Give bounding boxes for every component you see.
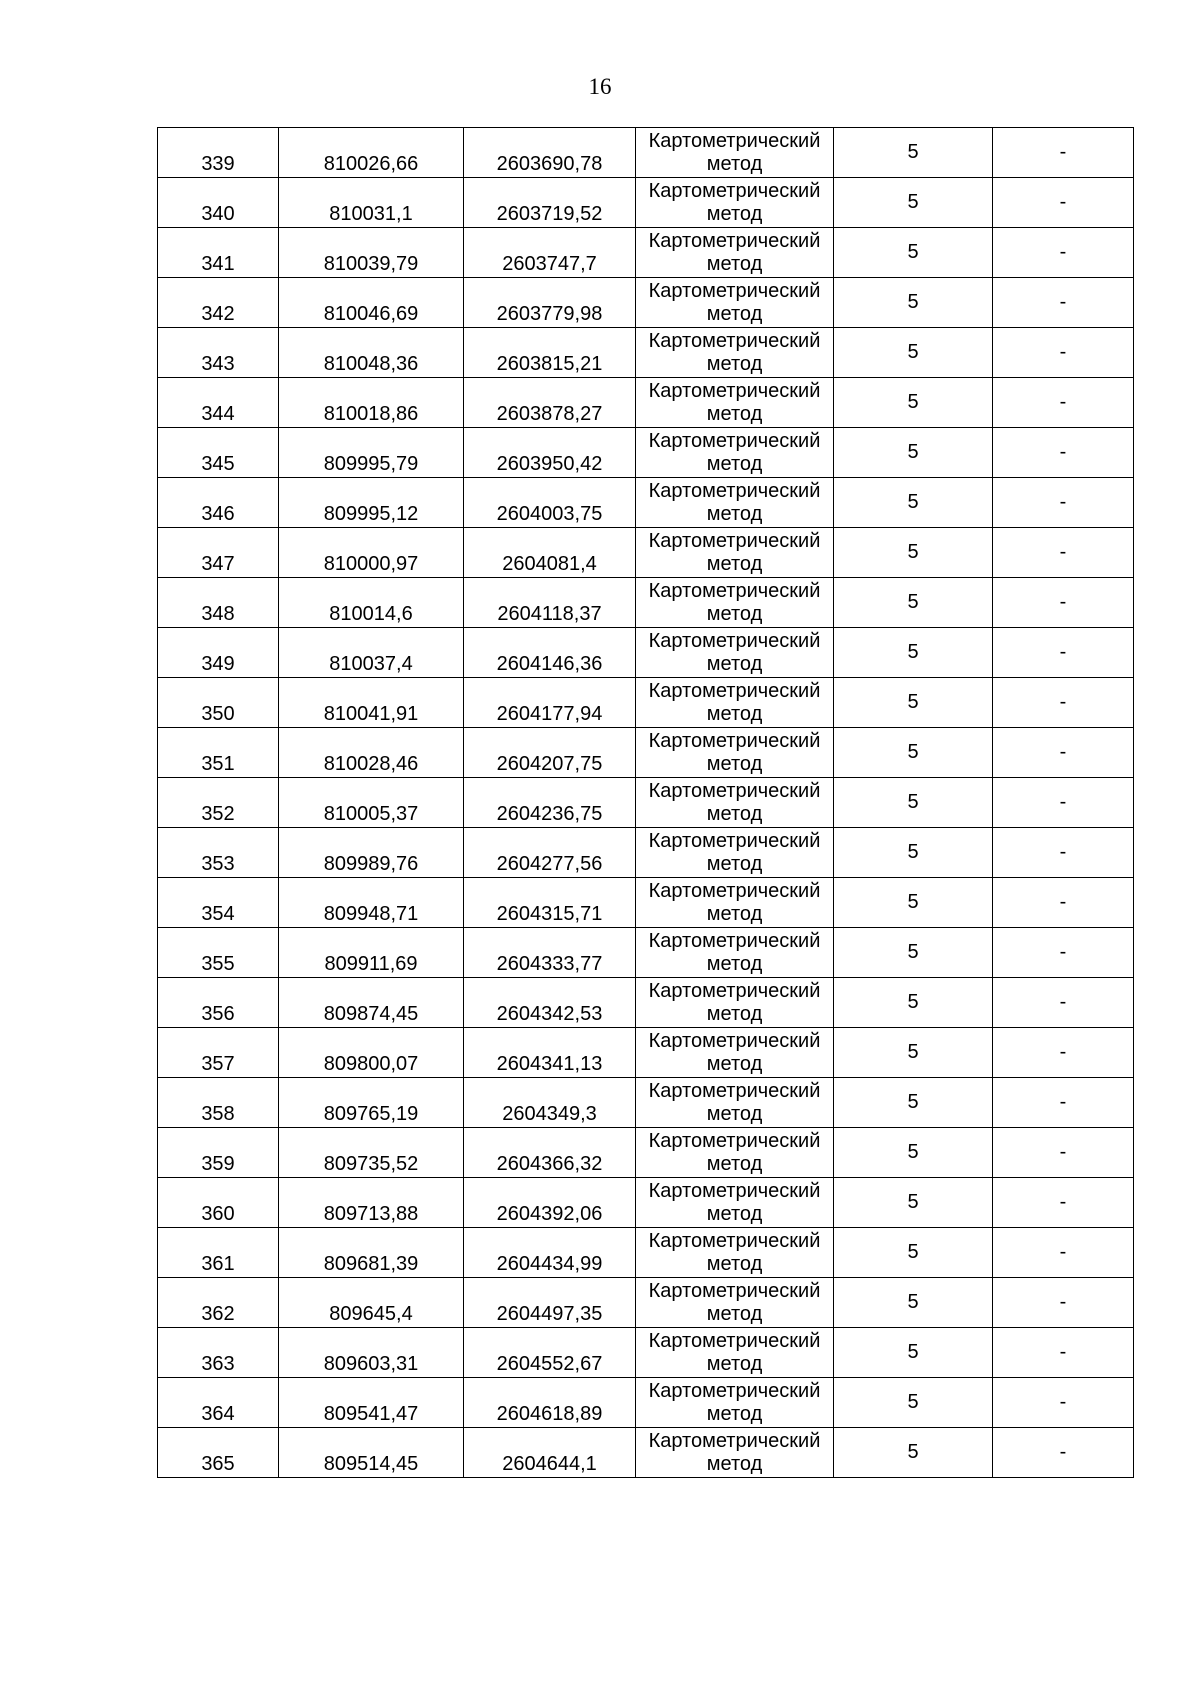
y-coordinate-cell: 2603747,7 (464, 228, 636, 278)
method-line-1: Картометрический (648, 279, 821, 302)
table-row (158, 1278, 1134, 1328)
table-row (158, 128, 1134, 178)
method-line-1: Картометрический (648, 979, 821, 1002)
table-row (158, 728, 1134, 778)
point-number-cell: 358 (158, 1078, 279, 1128)
method-line-2: метод (706, 1402, 763, 1425)
y-coordinate-cell: 2603779,98 (464, 278, 636, 328)
method-cell (636, 1378, 834, 1428)
table-row (158, 778, 1134, 828)
method-line-1: Картометрический (648, 1229, 821, 1252)
y-coordinate-cell: 2604392,06 (464, 1178, 636, 1228)
method-line-2: метод (706, 1302, 763, 1325)
note-cell: - (993, 1278, 1134, 1328)
accuracy-cell: 5 (834, 628, 993, 678)
method-line-2: метод (706, 1152, 763, 1175)
note-cell: - (993, 778, 1134, 828)
y-coordinate-cell: 2604315,71 (464, 878, 636, 928)
accuracy-cell: 5 (834, 228, 993, 278)
accuracy-cell: 5 (834, 978, 993, 1028)
accuracy-cell: 5 (834, 678, 993, 728)
y-coordinate-cell: 2603950,42 (464, 428, 636, 478)
method-cell (636, 128, 834, 178)
method-cell (636, 328, 834, 378)
method-cell (636, 1228, 834, 1278)
accuracy-cell: 5 (834, 1378, 993, 1428)
x-coordinate-cell: 809995,12 (279, 478, 464, 528)
y-coordinate-cell: 2604434,99 (464, 1228, 636, 1278)
note-cell: - (993, 678, 1134, 728)
table-row (158, 178, 1134, 228)
y-coordinate-cell: 2604333,77 (464, 928, 636, 978)
point-number-cell: 351 (158, 728, 279, 778)
accuracy-cell: 5 (834, 478, 993, 528)
x-coordinate-cell: 810039,79 (279, 228, 464, 278)
note-cell: - (993, 478, 1134, 528)
method-line-1: Картометрический (648, 1429, 821, 1452)
point-number-cell: 343 (158, 328, 279, 378)
y-coordinate-cell: 2604366,32 (464, 1128, 636, 1178)
method-cell (636, 778, 834, 828)
table-row (158, 1378, 1134, 1428)
x-coordinate-cell: 810026,66 (279, 128, 464, 178)
point-number-cell: 364 (158, 1378, 279, 1428)
point-number-cell: 352 (158, 778, 279, 828)
method-cell (636, 228, 834, 278)
table-row (158, 1328, 1134, 1378)
method-line-1: Картометрический (648, 429, 821, 452)
table-row (158, 878, 1134, 928)
method-line-1: Картометрический (648, 829, 821, 852)
table-row (158, 1128, 1134, 1178)
x-coordinate-cell: 809874,45 (279, 978, 464, 1028)
accuracy-cell: 5 (834, 878, 993, 928)
point-number-cell: 356 (158, 978, 279, 1028)
x-coordinate-cell: 809735,52 (279, 1128, 464, 1178)
method-line-2: метод (706, 602, 763, 625)
accuracy-cell: 5 (834, 278, 993, 328)
accuracy-cell: 5 (834, 1328, 993, 1378)
table-row (158, 1228, 1134, 1278)
accuracy-cell: 5 (834, 178, 993, 228)
method-cell (636, 828, 834, 878)
method-cell (636, 478, 834, 528)
method-line-2: метод (706, 202, 763, 225)
method-line-1: Картометрический (648, 629, 821, 652)
method-line-1: Картометрический (648, 1179, 821, 1202)
method-line-2: метод (706, 552, 763, 575)
y-coordinate-cell: 2604177,94 (464, 678, 636, 728)
method-line-2: метод (706, 1252, 763, 1275)
point-number-cell: 348 (158, 578, 279, 628)
note-cell: - (993, 278, 1134, 328)
method-cell (636, 428, 834, 478)
method-cell (636, 178, 834, 228)
y-coordinate-cell: 2604497,35 (464, 1278, 636, 1328)
accuracy-cell: 5 (834, 1278, 993, 1328)
method-line-1: Картометрический (648, 929, 821, 952)
note-cell: - (993, 228, 1134, 278)
table-row (158, 1028, 1134, 1078)
method-cell (636, 1078, 834, 1128)
accuracy-cell: 5 (834, 728, 993, 778)
method-line-2: метод (706, 152, 763, 175)
method-cell (636, 1278, 834, 1328)
method-line-2: метод (706, 1102, 763, 1125)
point-number-cell: 347 (158, 528, 279, 578)
point-number-cell: 363 (158, 1328, 279, 1378)
method-cell (636, 278, 834, 328)
method-line-2: метод (706, 952, 763, 975)
note-cell: - (993, 628, 1134, 678)
method-cell (636, 1128, 834, 1178)
point-number-cell: 346 (158, 478, 279, 528)
note-cell: - (993, 728, 1134, 778)
coordinates-table (157, 127, 1134, 1478)
method-line-2: метод (706, 852, 763, 875)
x-coordinate-cell: 810031,1 (279, 178, 464, 228)
method-line-1: Картометрический (648, 1029, 821, 1052)
y-coordinate-cell: 2604341,13 (464, 1028, 636, 1078)
method-cell (636, 978, 834, 1028)
method-line-2: метод (706, 1002, 763, 1025)
accuracy-cell: 5 (834, 378, 993, 428)
note-cell: - (993, 528, 1134, 578)
point-number-cell: 357 (158, 1028, 279, 1078)
x-coordinate-cell: 810028,46 (279, 728, 464, 778)
table-row (158, 1178, 1134, 1228)
point-number-cell: 342 (158, 278, 279, 328)
note-cell: - (993, 1178, 1134, 1228)
accuracy-cell: 5 (834, 1178, 993, 1228)
x-coordinate-cell: 809514,45 (279, 1428, 464, 1478)
accuracy-cell: 5 (834, 328, 993, 378)
method-line-2: метод (706, 1352, 763, 1375)
x-coordinate-cell: 809989,76 (279, 828, 464, 878)
note-cell: - (993, 828, 1134, 878)
x-coordinate-cell: 810046,69 (279, 278, 464, 328)
method-cell (636, 1028, 834, 1078)
table-row (158, 1428, 1134, 1478)
point-number-cell: 340 (158, 178, 279, 228)
x-coordinate-cell: 809995,79 (279, 428, 464, 478)
x-coordinate-cell: 810000,97 (279, 528, 464, 578)
table-row (158, 228, 1134, 278)
note-cell: - (993, 1428, 1134, 1478)
method-line-2: метод (706, 302, 763, 325)
method-cell (636, 928, 834, 978)
method-cell (636, 1328, 834, 1378)
x-coordinate-cell: 809948,71 (279, 878, 464, 928)
point-number-cell: 344 (158, 378, 279, 428)
x-coordinate-cell: 809645,4 (279, 1278, 464, 1328)
table-row (158, 528, 1134, 578)
y-coordinate-cell: 2604207,75 (464, 728, 636, 778)
point-number-cell: 360 (158, 1178, 279, 1228)
method-line-2: метод (706, 752, 763, 775)
method-line-2: метод (706, 402, 763, 425)
note-cell: - (993, 328, 1134, 378)
point-number-cell: 354 (158, 878, 279, 928)
note-cell: - (993, 1378, 1134, 1428)
method-cell (636, 1428, 834, 1478)
table-row (158, 928, 1134, 978)
method-line-1: Картометрический (648, 379, 821, 402)
accuracy-cell: 5 (834, 428, 993, 478)
x-coordinate-cell: 810005,37 (279, 778, 464, 828)
method-cell (636, 878, 834, 928)
table-row (158, 328, 1134, 378)
accuracy-cell: 5 (834, 578, 993, 628)
method-line-2: метод (706, 1452, 763, 1475)
y-coordinate-cell: 2604003,75 (464, 478, 636, 528)
coordinates-table-body (158, 128, 1134, 1478)
x-coordinate-cell: 809541,47 (279, 1378, 464, 1428)
point-number-cell: 349 (158, 628, 279, 678)
y-coordinate-cell: 2604277,56 (464, 828, 636, 878)
accuracy-cell: 5 (834, 1078, 993, 1128)
point-number-cell: 341 (158, 228, 279, 278)
table-row (158, 628, 1134, 678)
table-row (158, 678, 1134, 728)
x-coordinate-cell: 809713,88 (279, 1178, 464, 1228)
accuracy-cell: 5 (834, 1228, 993, 1278)
note-cell: - (993, 578, 1134, 628)
accuracy-cell: 5 (834, 928, 993, 978)
y-coordinate-cell: 2603719,52 (464, 178, 636, 228)
method-line-1: Картометрический (648, 779, 821, 802)
note-cell: - (993, 1128, 1134, 1178)
y-coordinate-cell: 2604342,53 (464, 978, 636, 1028)
x-coordinate-cell: 809800,07 (279, 1028, 464, 1078)
point-number-cell: 339 (158, 128, 279, 178)
method-line-1: Картометрический (648, 1129, 821, 1152)
method-line-1: Картометрический (648, 579, 821, 602)
note-cell: - (993, 1228, 1134, 1278)
y-coordinate-cell: 2604552,67 (464, 1328, 636, 1378)
note-cell: - (993, 378, 1134, 428)
method-line-2: метод (706, 502, 763, 525)
point-number-cell: 362 (158, 1278, 279, 1328)
method-line-1: Картометрический (648, 479, 821, 502)
note-cell: - (993, 1328, 1134, 1378)
note-cell: - (993, 428, 1134, 478)
method-cell (636, 678, 834, 728)
method-line-2: метод (706, 652, 763, 675)
accuracy-cell: 5 (834, 1428, 993, 1478)
x-coordinate-cell: 809765,19 (279, 1078, 464, 1128)
method-cell (636, 528, 834, 578)
y-coordinate-cell: 2603690,78 (464, 128, 636, 178)
note-cell: - (993, 978, 1134, 1028)
method-line-2: метод (706, 252, 763, 275)
y-coordinate-cell: 2604618,89 (464, 1378, 636, 1428)
method-line-1: Картометрический (648, 1379, 821, 1402)
x-coordinate-cell: 809911,69 (279, 928, 464, 978)
point-number-cell: 355 (158, 928, 279, 978)
method-cell (636, 628, 834, 678)
method-line-2: метод (706, 352, 763, 375)
table-row (158, 978, 1134, 1028)
method-line-1: Картометрический (648, 529, 821, 552)
method-line-2: метод (706, 1202, 763, 1225)
y-coordinate-cell: 2604118,37 (464, 578, 636, 628)
method-cell (636, 578, 834, 628)
table-row (158, 828, 1134, 878)
point-number-cell: 345 (158, 428, 279, 478)
note-cell: - (993, 128, 1134, 178)
method-line-1: Картометрический (648, 179, 821, 202)
table-row (158, 278, 1134, 328)
point-number-cell: 359 (158, 1128, 279, 1178)
method-line-1: Картометрический (648, 129, 821, 152)
point-number-cell: 353 (158, 828, 279, 878)
x-coordinate-cell: 810048,36 (279, 328, 464, 378)
x-coordinate-cell: 809603,31 (279, 1328, 464, 1378)
method-line-1: Картометрический (648, 1329, 821, 1352)
method-line-2: метод (706, 802, 763, 825)
method-line-1: Картометрический (648, 1079, 821, 1102)
page-number: 16 (588, 74, 612, 99)
note-cell: - (993, 1078, 1134, 1128)
note-cell: - (993, 878, 1134, 928)
table-row (158, 478, 1134, 528)
accuracy-cell: 5 (834, 528, 993, 578)
x-coordinate-cell: 810037,4 (279, 628, 464, 678)
method-cell (636, 378, 834, 428)
note-cell: - (993, 1028, 1134, 1078)
point-number-cell: 365 (158, 1428, 279, 1478)
x-coordinate-cell: 810018,86 (279, 378, 464, 428)
method-line-1: Картометрический (648, 729, 821, 752)
method-cell (636, 728, 834, 778)
y-coordinate-cell: 2604644,1 (464, 1428, 636, 1478)
x-coordinate-cell: 810041,91 (279, 678, 464, 728)
table-row (158, 1078, 1134, 1128)
accuracy-cell: 5 (834, 1128, 993, 1178)
y-coordinate-cell: 2604236,75 (464, 778, 636, 828)
method-cell (636, 1178, 834, 1228)
y-coordinate-cell: 2604349,3 (464, 1078, 636, 1128)
point-number-cell: 361 (158, 1228, 279, 1278)
note-cell: - (993, 178, 1134, 228)
accuracy-cell: 5 (834, 128, 993, 178)
y-coordinate-cell: 2603878,27 (464, 378, 636, 428)
y-coordinate-cell: 2603815,21 (464, 328, 636, 378)
accuracy-cell: 5 (834, 778, 993, 828)
y-coordinate-cell: 2604146,36 (464, 628, 636, 678)
accuracy-cell: 5 (834, 1028, 993, 1078)
point-number-cell: 350 (158, 678, 279, 728)
method-line-1: Картометрический (648, 879, 821, 902)
method-line-2: метод (706, 702, 763, 725)
method-line-2: метод (706, 902, 763, 925)
x-coordinate-cell: 810014,6 (279, 578, 464, 628)
table-row (158, 428, 1134, 478)
accuracy-cell: 5 (834, 828, 993, 878)
method-line-2: метод (706, 1052, 763, 1075)
note-cell: - (993, 928, 1134, 978)
method-line-1: Картометрический (648, 229, 821, 252)
method-line-1: Картометрический (648, 1279, 821, 1302)
x-coordinate-cell: 809681,39 (279, 1228, 464, 1278)
method-line-2: метод (706, 452, 763, 475)
method-line-1: Картометрический (648, 329, 821, 352)
y-coordinate-cell: 2604081,4 (464, 528, 636, 578)
table-row (158, 578, 1134, 628)
table-row (158, 378, 1134, 428)
method-line-1: Картометрический (648, 679, 821, 702)
